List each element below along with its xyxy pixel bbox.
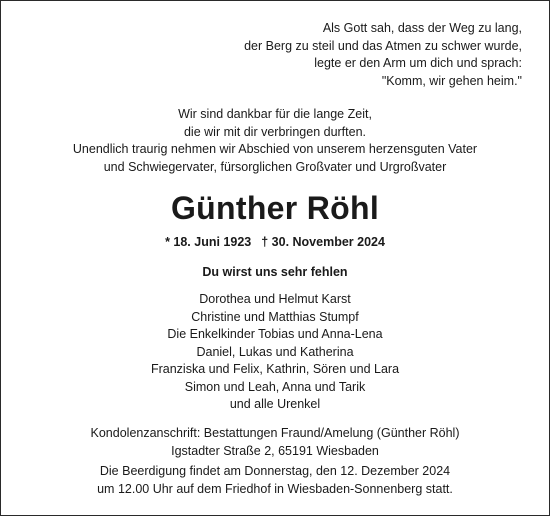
poem-line: "Komm, wir gehen heim."	[381, 73, 522, 88]
family-line: Christine und Matthias Stumpf	[191, 309, 359, 324]
family-line: Simon und Leah, Anna und Tarik	[184, 379, 366, 394]
family-list	[1, 291, 549, 414]
poem-line: legte er den Arm um dich und sprach:	[314, 56, 522, 70]
condolence-line: Igstadter Straße 2, 65191 Wiesbaden	[171, 443, 379, 458]
poem-verse	[244, 20, 522, 90]
family-line: Daniel, Lukas und Katherina	[196, 344, 354, 359]
funeral-line: Die Beerdigung findet am Donnerstag, den 12. Dezember 2024	[99, 464, 451, 478]
family-line: Die Enkelkinder Tobias und Anna-Lena	[167, 327, 383, 341]
poem-line: Als Gott sah, dass der Weg zu lang,	[322, 21, 522, 35]
birth-date: * 18. Juni 1923	[165, 235, 252, 249]
poem-line: der Berg zu steil und das Atmen zu schwer wurde,	[244, 38, 522, 53]
intro-line: und Schwiegervater, fürsorglichen Großvater und Urgroßvater	[103, 159, 447, 174]
death-date: † 30. November 2024	[261, 235, 385, 249]
intro-line: Unendlich traurig nehmen wir Abschied von unserem herzensguten Vater	[72, 142, 478, 156]
intro-line: Wir sind dankbar für die lange Zeit,	[178, 107, 372, 121]
farewell-line: Du wirst uns sehr fehlen	[202, 265, 348, 279]
family-line: Dorothea und Helmut Karst	[199, 292, 351, 306]
intro-line: die wir mit dir verbringen durften.	[183, 124, 367, 139]
intro-text	[1, 106, 549, 176]
family-line: und alle Urenkel	[229, 397, 321, 411]
condolence-address	[1, 425, 549, 460]
funeral-line: um 12.00 Uhr auf dem Friedhof in Wiesbaden-Sonnenberg statt.	[97, 481, 453, 496]
deceased-name: Günther Röhl	[170, 190, 380, 226]
life-dates	[1, 233, 549, 251]
funeral-info	[1, 463, 549, 498]
family-line: Franziska und Felix, Kathrin, Sören und Lara	[150, 362, 400, 376]
condolence-line: Kondolenzanschrift: Bestattungen Fraund/Amelung (Günther Röhl)	[90, 426, 460, 440]
